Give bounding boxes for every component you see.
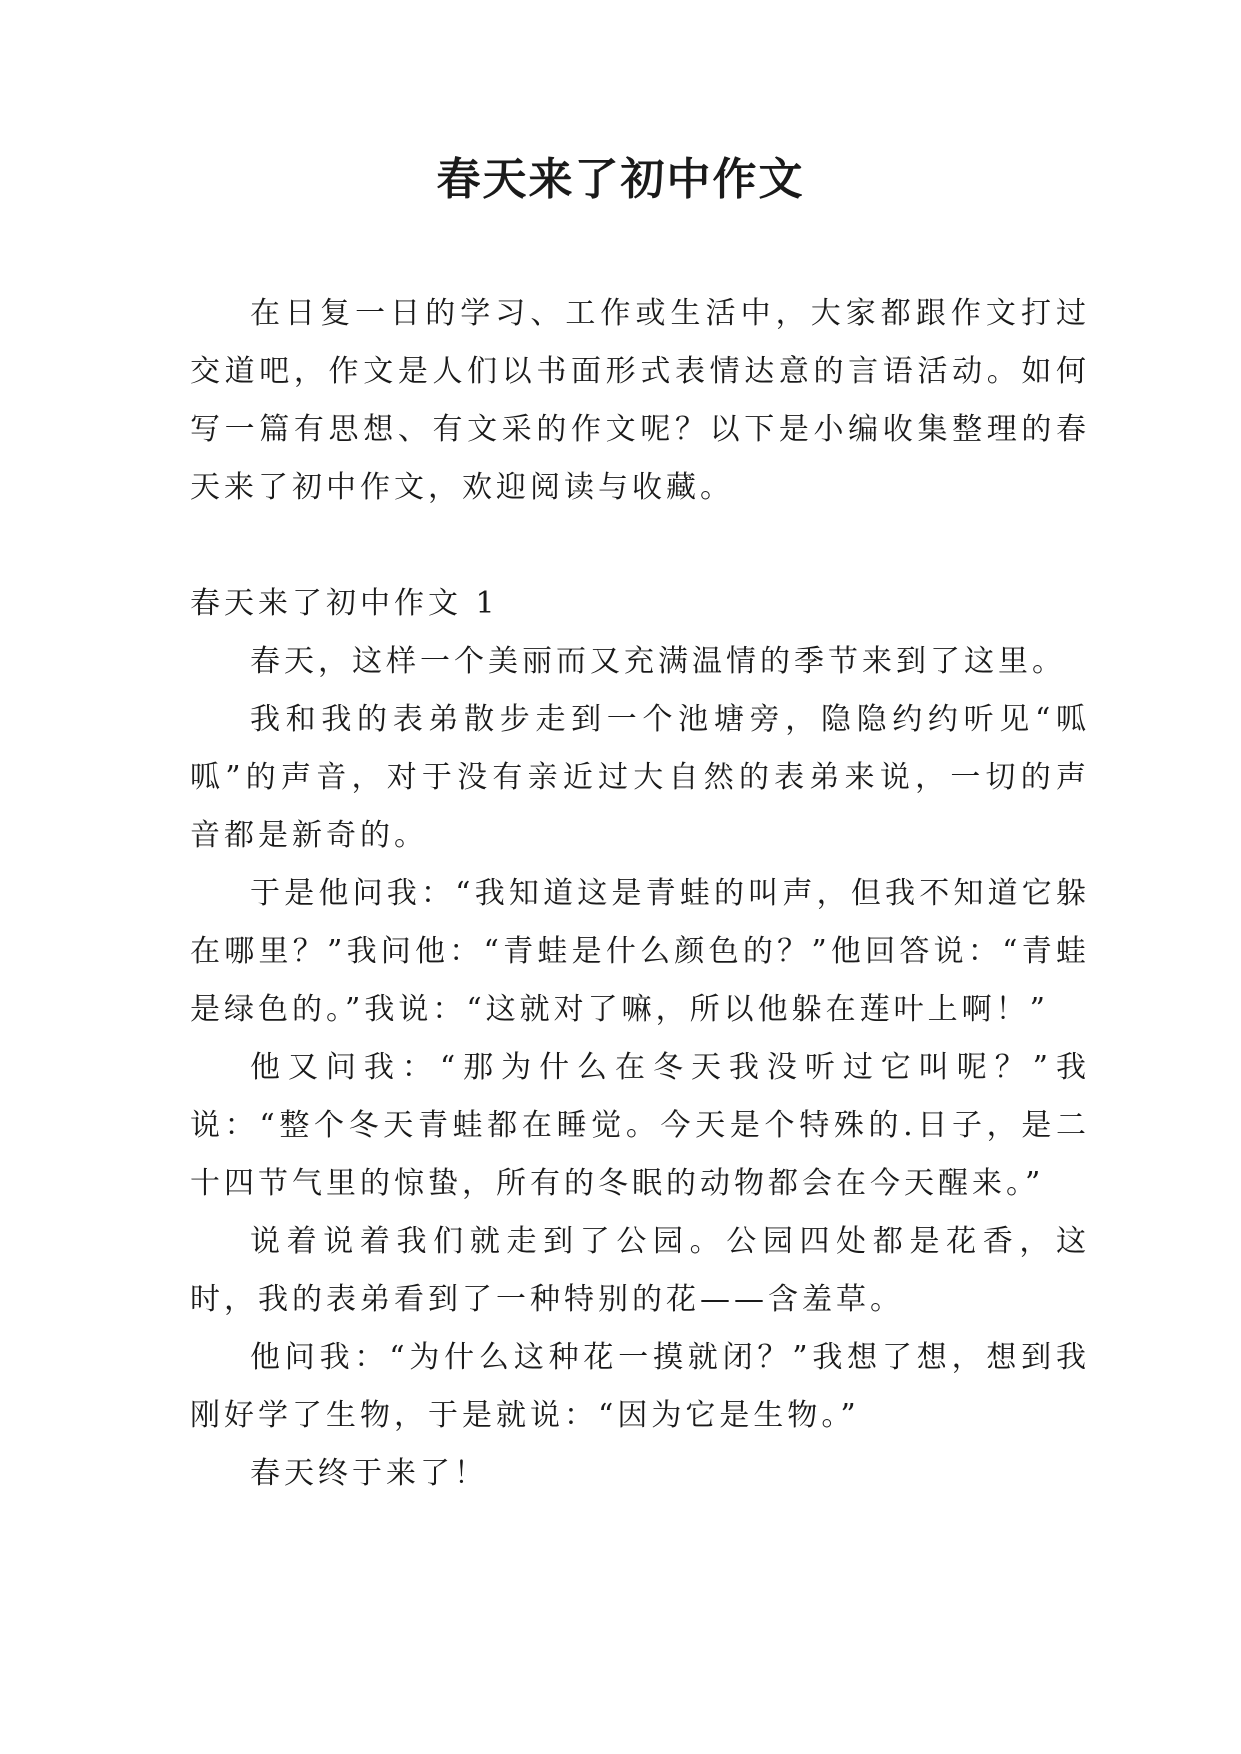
document-title: 春天来了初中作文: [436, 154, 805, 205]
body-paragraph: 春天，这样一个美丽而又充满温情的季节来到了这里。: [250, 644, 1066, 679]
body-paragraph: 我和我的表弟散步走到一个池塘旁，隐隐约约听见“呱呱”的声音，对于没有亲近过大自然的表弟来说，一切的声音都是新奇的。: [190, 702, 1090, 853]
body-paragraph: 春天终于来了！: [250, 1456, 488, 1491]
body-paragraph: 他问我：“为什么这种花一摸就闭？”我想了想，想到我刚好学了生物，于是就说：“因为它是生物。”: [190, 1340, 1090, 1433]
intro-paragraph: 在日复一日的学习、工作或生活中，大家都跟作文打过交道吧，作文是人们以书面形式表情达意的言语活动。如何写一篇有思想、有文采的作文呢？以下是小编收集整理的春天来了初中作文，欢迎阅读与收藏。: [190, 296, 1090, 505]
body-paragraph: 说着说着我们就走到了公园。公园四处都是花香，这时，我的表弟看到了一种特别的花——含羞草。: [190, 1224, 1090, 1317]
document-body: [190, 285, 1090, 1503]
body-paragraph: 于是他问我：“我知道这是青蛙的叫声，但我不知道它躲在哪里？”我问他：“青蛙是什么颜色的？”他回答说：“青蛙是绿色的。”我说：“这就对了嘛，所以他躲在莲叶上啊！”: [190, 876, 1090, 1027]
body-paragraph: 他又问我：“那为什么在冬天我没听过它叫呢？”我说：“整个冬天青蛙都在睡觉。今天是个特殊的.日子，是二十四节气里的惊蛰，所有的冬眠的动物都会在今天醒来。”: [190, 1050, 1090, 1201]
section-heading: 春天来了初中作文 1: [190, 586, 499, 621]
